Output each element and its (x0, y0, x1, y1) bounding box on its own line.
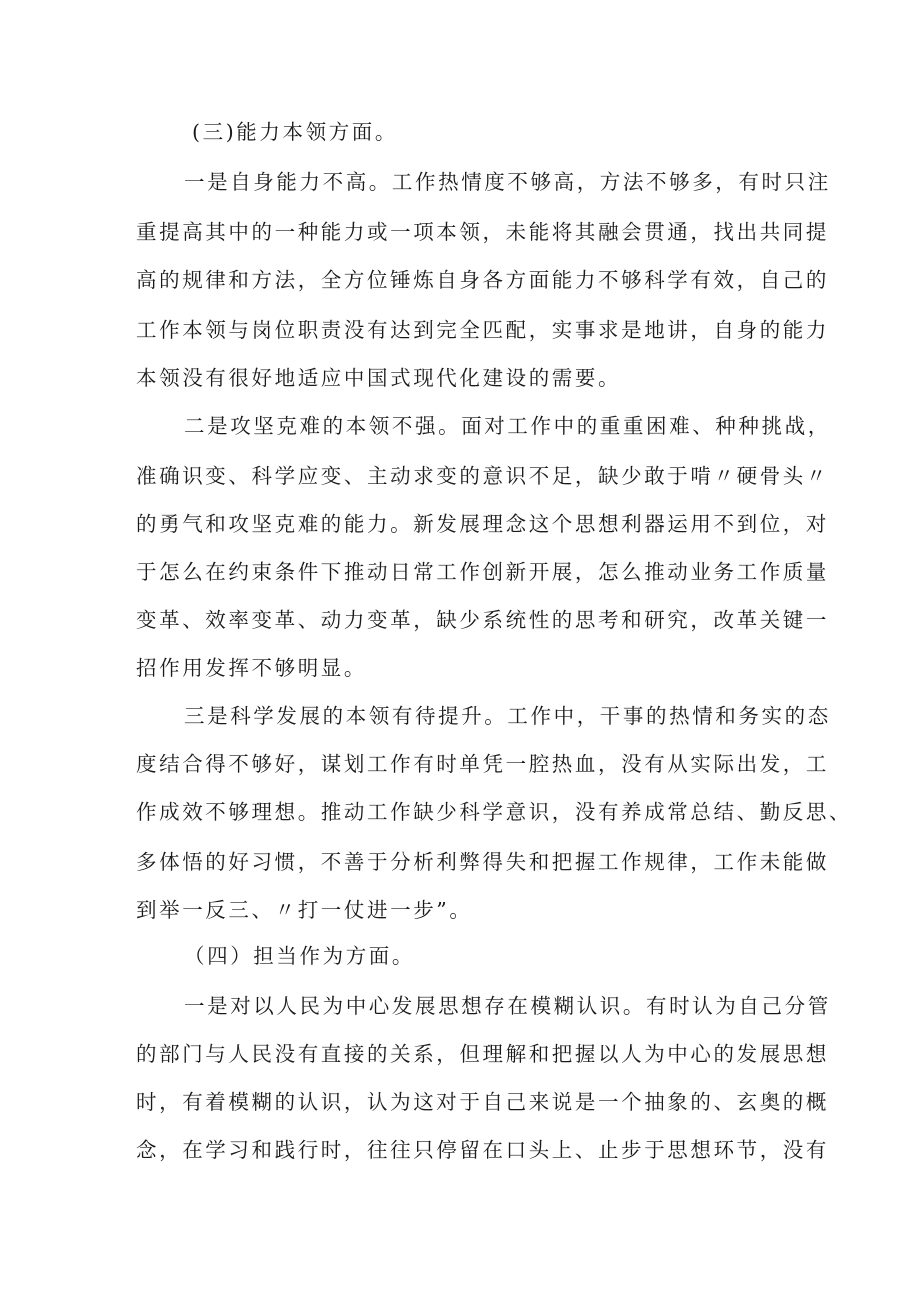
paragraph-line: 的部门与人民没有直接的关系，但理解和把握以人为中心的发展思想 (136, 1042, 829, 1066)
paragraph-line: 本领没有很好地适应中国式现代化建设的需要。 (136, 366, 622, 390)
paragraph-line: 三是科学发展的本领有待提升。工作中，干事的热情和务实的态 (184, 704, 831, 728)
paragraph-line: 准确识变、科学应变、主动求变的意识不足，缺少敢于啃〃硬骨头〃 (136, 464, 829, 488)
paragraph-line: 一是自身能力不高。工作热情度不够高，方法不够多，有时只注 (184, 170, 831, 194)
paragraph-line: 的勇气和攻坚克难的能力。新发展理念这个思想利器运用不到位，对 (136, 512, 829, 536)
paragraph-line: 度结合得不够好，谋划工作有时单凭一腔热血，没有从实际出发，工 (136, 752, 829, 776)
paragraph-line: 二是攻坚克难的本领不强。面对工作中的重重困难、种种挑战， (184, 414, 831, 438)
paragraph-line: 多体悟的好习惯，不善于分析利弊得失和把握工作规律，工作未能做 (136, 850, 829, 874)
paragraph-line: 时，有着模糊的认识，认为这对于自己来说是一个抽象的、玄奥的概 (136, 1090, 829, 1114)
paragraph-line: 变革、效率变革、动力变革，缺少系统性的思考和研究，改革关键一 (136, 608, 829, 632)
paragraph-line: 作成效不够理想。推动工作缺少科学意识，没有养成常总结、勤反思、 (136, 800, 853, 824)
paragraph-line: 高的规律和方法，全方位锤炼自身各方面能力不够科学有效，自己的 (136, 268, 829, 292)
paragraph-line: 一是对以人民为中心发展思想存在模糊认识。有时认为自己分管 (184, 994, 831, 1018)
paragraph-line: 于怎么在约束条件下推动日常工作创新开展，怎么推动业务工作质量 (136, 560, 829, 584)
paragraph-line: 到举一反三、〃打一仗进一步”。 (136, 898, 473, 922)
paragraph-line: 招作用发挥不够明显。 (136, 656, 367, 680)
paragraph-line: 念，在学习和践行时，往往只停留在口头上、止步于思想环节，没有 (136, 1138, 829, 1162)
section-heading-4: （四）担当作为方面。 (184, 944, 415, 968)
paragraph-line: 工作本领与岗位职责没有达到完全匹配，实事求是地讲，自身的能力 (136, 318, 829, 342)
paragraph-line: 重提高其中的一种能力或一项本领，未能将其融会贯通，找出共同提 (136, 220, 829, 244)
section-heading-3: (三)能力本领方面。 (192, 120, 398, 144)
